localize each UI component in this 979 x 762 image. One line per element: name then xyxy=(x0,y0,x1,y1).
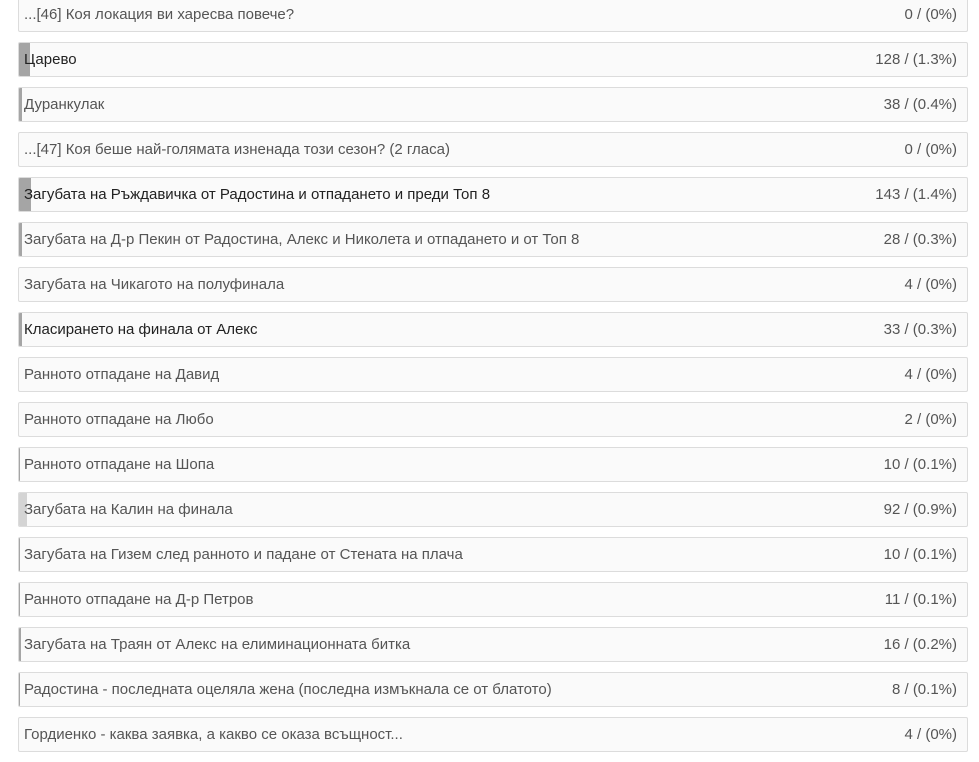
option-label: Загубата на Ръждавичка от Радостина и отпадането и преди Топ 8 xyxy=(24,186,491,203)
option-label: Загубата на Д-р Пекин от Радостина, Алекс и Николета и отпадането и от Топ 8 xyxy=(24,231,580,248)
poll-option-row[interactable] xyxy=(18,447,968,482)
poll-option-row[interactable] xyxy=(18,717,968,752)
vote-count: 10 / (0.1%) xyxy=(883,456,957,473)
option-label: Гордиенко - каква заявка, а какво се оказа всъщност... xyxy=(24,726,403,743)
poll-option-row[interactable] xyxy=(18,42,968,77)
option-label: Загубата на Траян от Алекс на елиминационната битка xyxy=(24,636,411,653)
question-title: ...[46] Коя локация ви харесва повече? xyxy=(24,6,295,23)
question-header-row xyxy=(18,132,968,167)
option-label: Ранното отпадане на Любо xyxy=(24,411,214,428)
option-label: Класирането на финала от Алекс xyxy=(24,321,258,338)
vote-count: 92 / (0.9%) xyxy=(883,501,957,518)
vote-count: 4 / (0%) xyxy=(904,276,957,293)
vote-count: 11 / (0.1%) xyxy=(884,591,957,608)
option-label: Ранното отпадане на Шопа xyxy=(24,456,215,473)
vote-share-bar xyxy=(19,313,22,346)
poll-option-row[interactable] xyxy=(18,537,968,572)
poll-results-list xyxy=(18,0,968,762)
poll-option-row[interactable] xyxy=(18,312,968,347)
vote-count: 33 / (0.3%) xyxy=(883,321,957,338)
option-label: Загубата на Гизем след ранното и падане от Стената на плача xyxy=(24,546,463,563)
poll-option-row[interactable] xyxy=(18,177,968,212)
vote-count: 38 / (0.4%) xyxy=(883,96,957,113)
vote-share-bar xyxy=(19,223,22,256)
poll-option-row[interactable] xyxy=(18,222,968,257)
poll-option-row[interactable] xyxy=(18,582,968,617)
poll-option-row[interactable] xyxy=(18,267,968,302)
option-label: Дуранкулак xyxy=(24,96,105,113)
vote-count: 4 / (0%) xyxy=(904,366,957,383)
option-label: Загубата на Чикагото на полуфинала xyxy=(24,276,285,293)
vote-count: 10 / (0.1%) xyxy=(883,546,957,563)
vote-count: 0 / (0%) xyxy=(904,141,957,158)
poll-option-row[interactable] xyxy=(18,627,968,662)
vote-share-bar xyxy=(19,673,20,706)
option-label: Ранното отпадане на Давид xyxy=(24,366,220,383)
vote-share-bar xyxy=(19,448,20,481)
vote-count: 4 / (0%) xyxy=(904,726,957,743)
vote-count: 0 / (0%) xyxy=(904,6,957,23)
question-title: ...[47] Коя беше най-голямата изненада този сезон? (2 гласа) xyxy=(24,141,450,158)
option-label: Радостина - последната оцеляла жена (последна измъкнала се от блатото) xyxy=(24,681,552,698)
vote-count: 2 / (0%) xyxy=(904,411,957,428)
vote-share-bar xyxy=(19,538,20,571)
poll-option-row[interactable] xyxy=(18,357,968,392)
poll-option-row[interactable] xyxy=(18,87,968,122)
vote-count: 8 / (0.1%) xyxy=(891,681,957,698)
vote-count: 128 / (1.3%) xyxy=(875,51,957,68)
option-label: Царево xyxy=(24,51,77,68)
option-label: Ранното отпадане на Д-р Петров xyxy=(24,591,254,608)
poll-option-row[interactable] xyxy=(18,672,968,707)
vote-share-bar xyxy=(19,628,21,661)
poll-option-row[interactable] xyxy=(18,492,968,527)
option-label: Загубата на Калин на финала xyxy=(24,501,233,518)
vote-count: 16 / (0.2%) xyxy=(883,636,957,653)
vote-count: 143 / (1.4%) xyxy=(875,186,957,203)
vote-count: 28 / (0.3%) xyxy=(883,231,957,248)
vote-share-bar xyxy=(19,88,22,121)
vote-share-bar xyxy=(19,583,20,616)
poll-option-row[interactable] xyxy=(18,402,968,437)
question-header-row xyxy=(18,0,968,32)
